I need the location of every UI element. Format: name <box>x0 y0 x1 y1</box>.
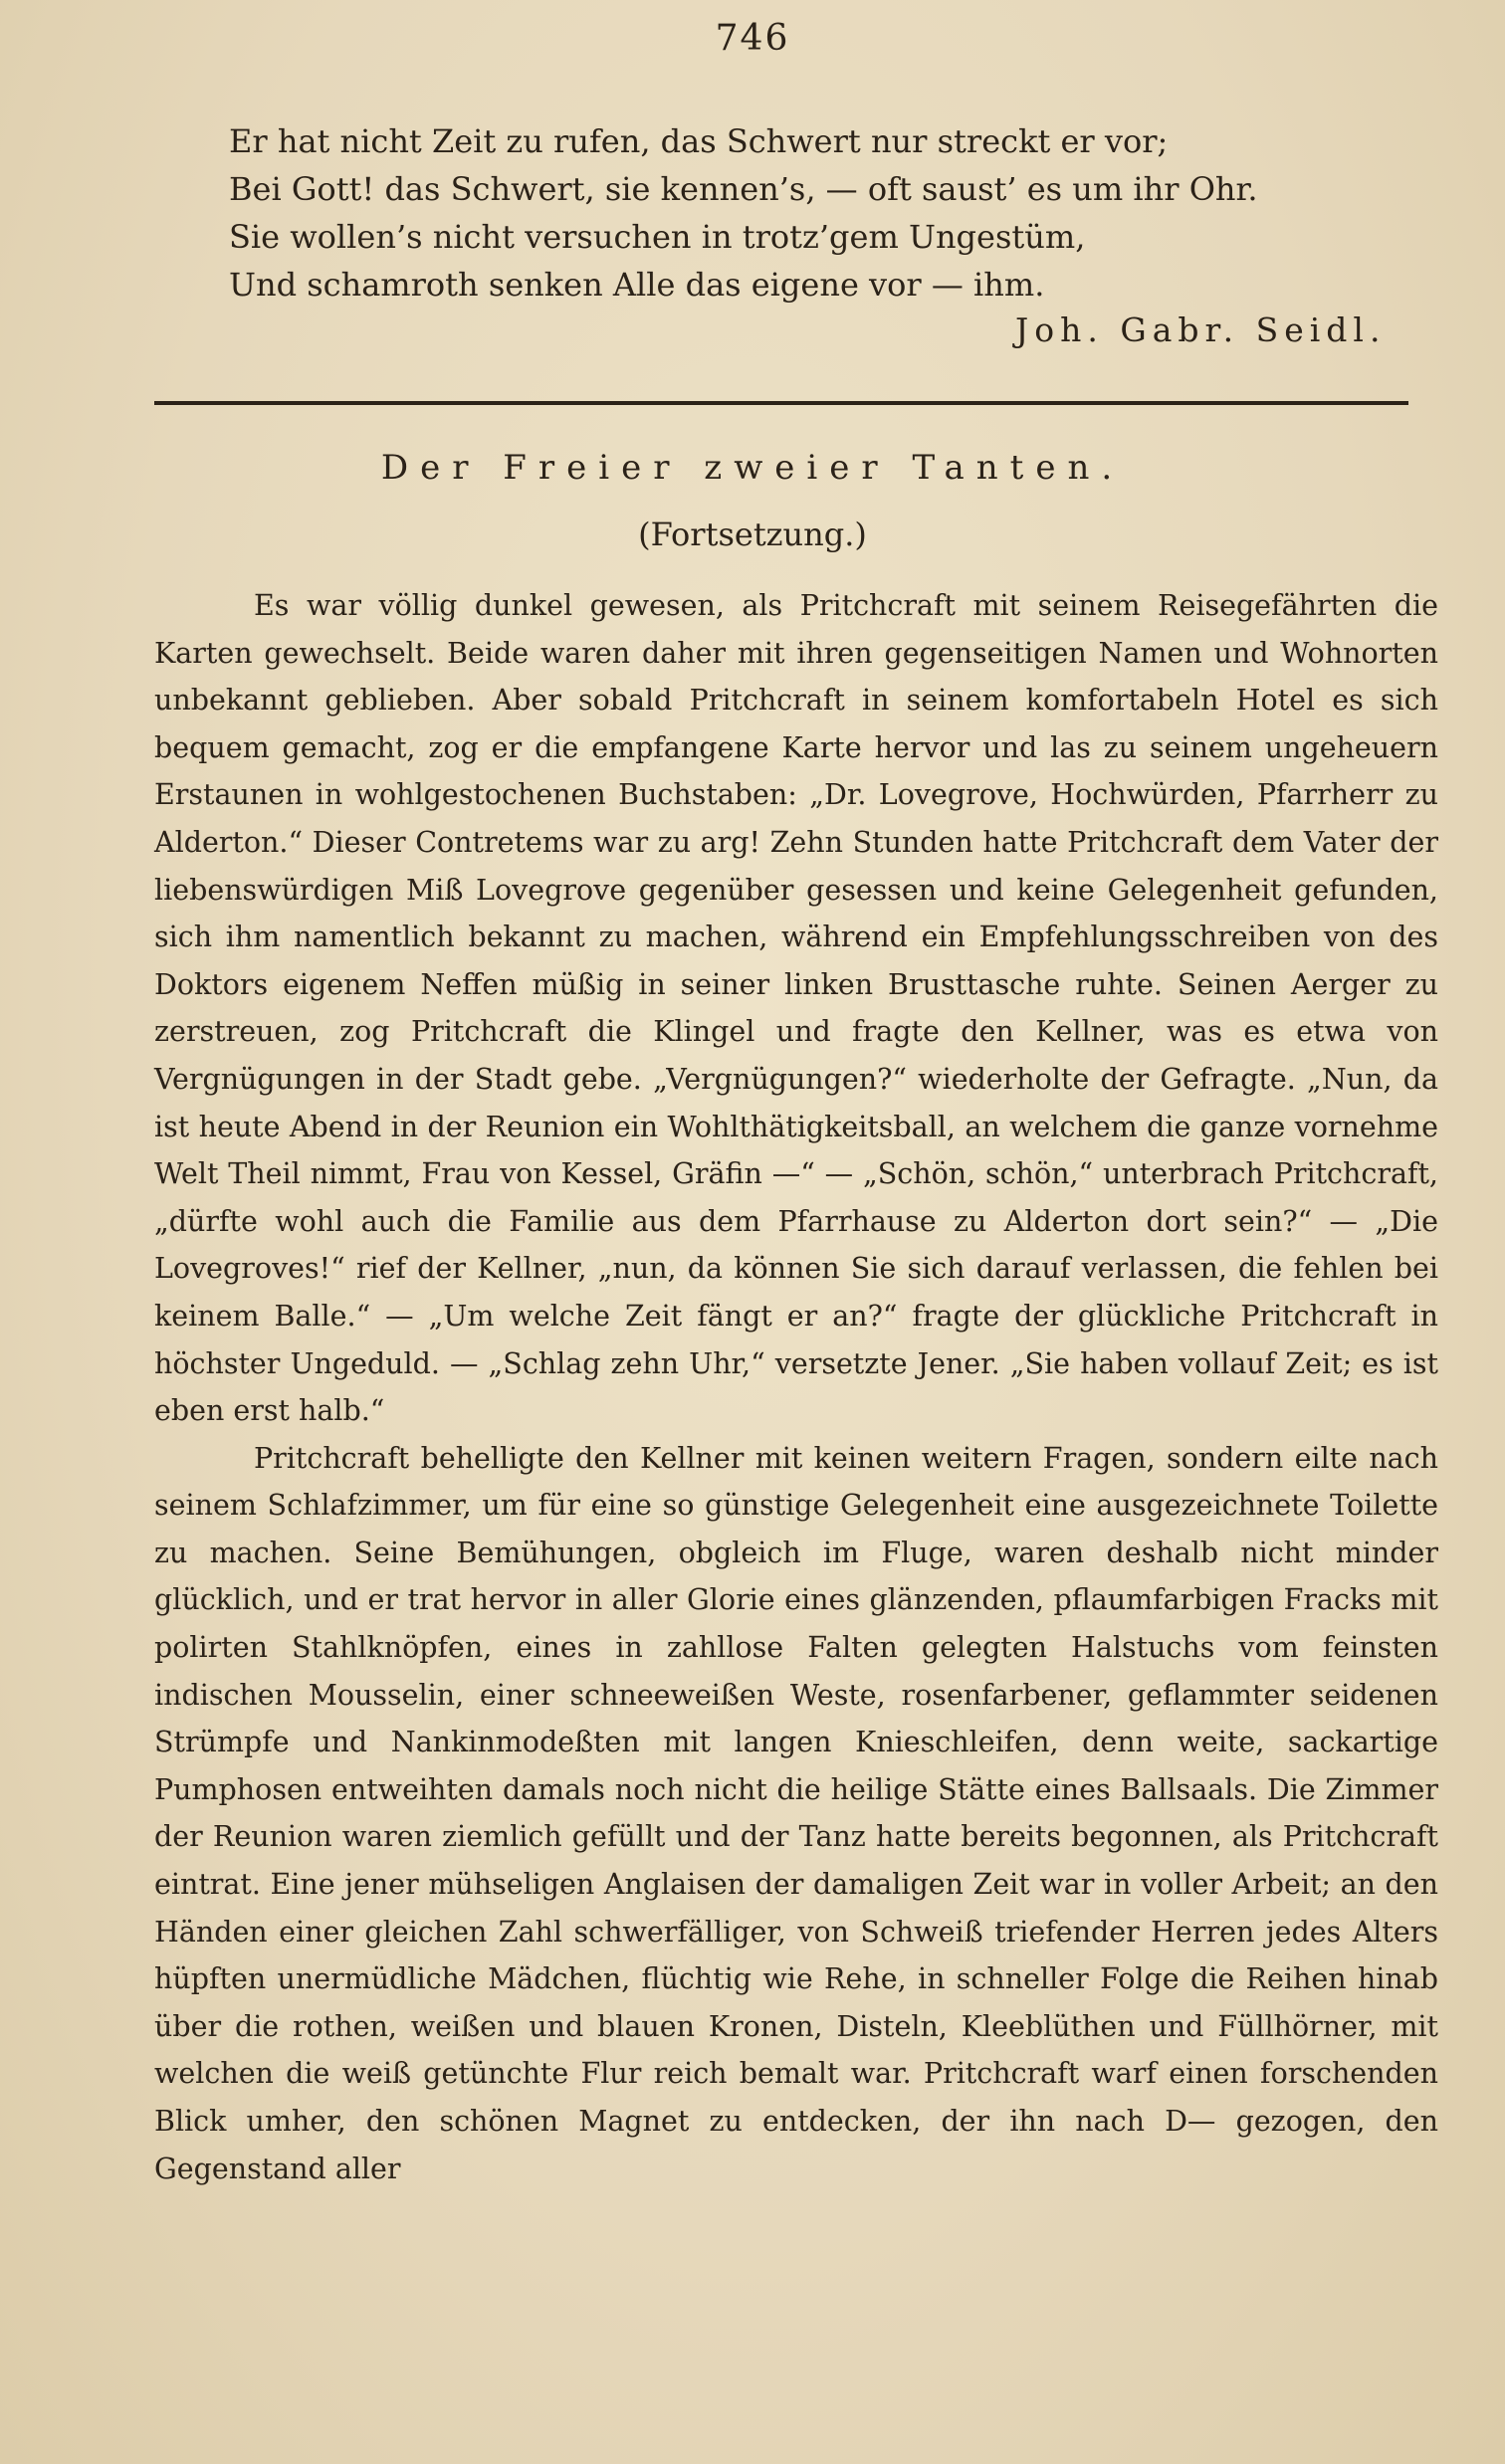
poem-line: Und schamroth senken Alle das eigene vor — ihm. <box>229 266 1045 304</box>
story-title: Der Freier zweier Tanten. <box>380 448 1125 488</box>
poem-stanza <box>229 117 1384 308</box>
poem-line: Bei Gott! das Schwert, sie kennen’s, — oft saust’ es um ihr Ohr. <box>229 170 1258 208</box>
paragraph: Pritchcraft behelligte den Kellner mit keinen weitern Fragen, sondern eilte nach seinem Schlafzimmer, um für eine so günstige Gelegenheit eine ausgezeichnete Toilette zu machen. Seine Bemühungen, obgleich im Fluge, waren deshalb nicht minder glücklich, und er trat hervor in aller Glorie eines glänzenden, pflaumfarbigen Fracks mit polirten Stahlknöpfen, eines in zahllose Falten gelegten Halstuchs vom feinsten indischen Mousselin, einer schneeweißen Weste, rosenfarbener, geflammter seidenen Strümpfe und Nankinmodeßten mit langen Knieschleifen, denn weite, sackartige Pumphosen entweihten damals noch nicht die heilige Stätte eines Ballsaals. Die Zimmer der Reunion waren ziemlich gefüllt und der Tanz hatte bereits begonnen, als Pritchcraft eintrat. Eine jener mühseligen Anglaisen der damaligen Zeit war in voller Arbeit; an den Händen einer gleichen Zahl schwerfälliger, von Schweiß triefender Herren jedes Alters hüpften unermüdliche Mädchen, flüchtig wie Rehe, in schneller Folge die Reihen hinab über die rothen, weißen und blauen Kronen, Disteln, Kleeblüthen und Füllhörner, mit welchen die weiß getünchte Flur reich bemalt war. Pritchcraft warf einen forschenden Blick umher, den schönen Magnet zu entdecken, der ihn nach D— gezogen, den Gegenstand aller <box>154 1441 1438 2185</box>
poem-line: Er hat nicht Zeit zu rufen, das Schwert nur streckt er vor; <box>229 122 1169 160</box>
section-divider <box>154 401 1408 405</box>
poem-line: Sie wollen’s nicht versuchen in trotz’gem Ungestüm, <box>229 218 1086 256</box>
story-body <box>154 582 1438 2192</box>
poem-author: Joh. Gabr. Seidl. <box>1015 310 1387 349</box>
paragraph: Es war völlig dunkel gewesen, als Pritchcraft mit seinem Reisegefährten die Karten gewechselt. Beide waren daher mit ihren gegenseitigen Namen und Wohnorten unbekannt geblieben. Aber sobald Pritchcraft in seinem komfortabeln Hotel es sich bequem gemacht, zog er die empfangene Karte hervor und las zu seinem ungeheuern Erstaunen in wohlgestochenen Buchstaben: „Dr. Lovegrove, Hochwürden, Pfarrherr zu Alderton.“ Dieser Contretems war zu arg! Zehn Stunden hatte Pritchcraft dem Vater der liebenswürdigen Miß Lovegrove gegenüber gesessen und keine Gelegenheit gefunden, sich ihm namentlich bekannt zu machen, während ein Empfehlungsschreiben von des Doktors eigenem Neffen müßig in seiner linken Brusttasche ruhte. Seinen Aerger zu zerstreuen, zog Pritchcraft die Klingel und fragte den Kellner, was es etwa von Vergnügungen in der Stadt gebe. „Vergnügungen?“ wiederholte der Gefragte. „Nun, da ist heute Abend in der Reunion ein Wohlthätigkeitsball, an welchem die ganze vornehme Welt Theil nimmt, Frau von Kessel, Gräfin —“ — „Schön, schön,“ unterbrach Pritchcraft, „dürfte wohl auch die Familie aus dem Pfarrhause zu Alderton dort sein?“ — „Die Lovegroves!“ rief der Kellner, „nun, da können Sie sich darauf verlassen, die fehlen bei keinem Balle.“ — „Um welche Zeit fängt er an?“ fragte der glückliche Pritchcraft in höchster Ungeduld. — „Schlag zehn Uhr,“ versetzte Jener. „Sie haben vollauf Zeit; es ist eben erst halb.“ <box>154 589 1438 1428</box>
story-subtitle: (Fortsetzung.) <box>638 515 867 553</box>
page-number: 746 <box>715 18 790 59</box>
